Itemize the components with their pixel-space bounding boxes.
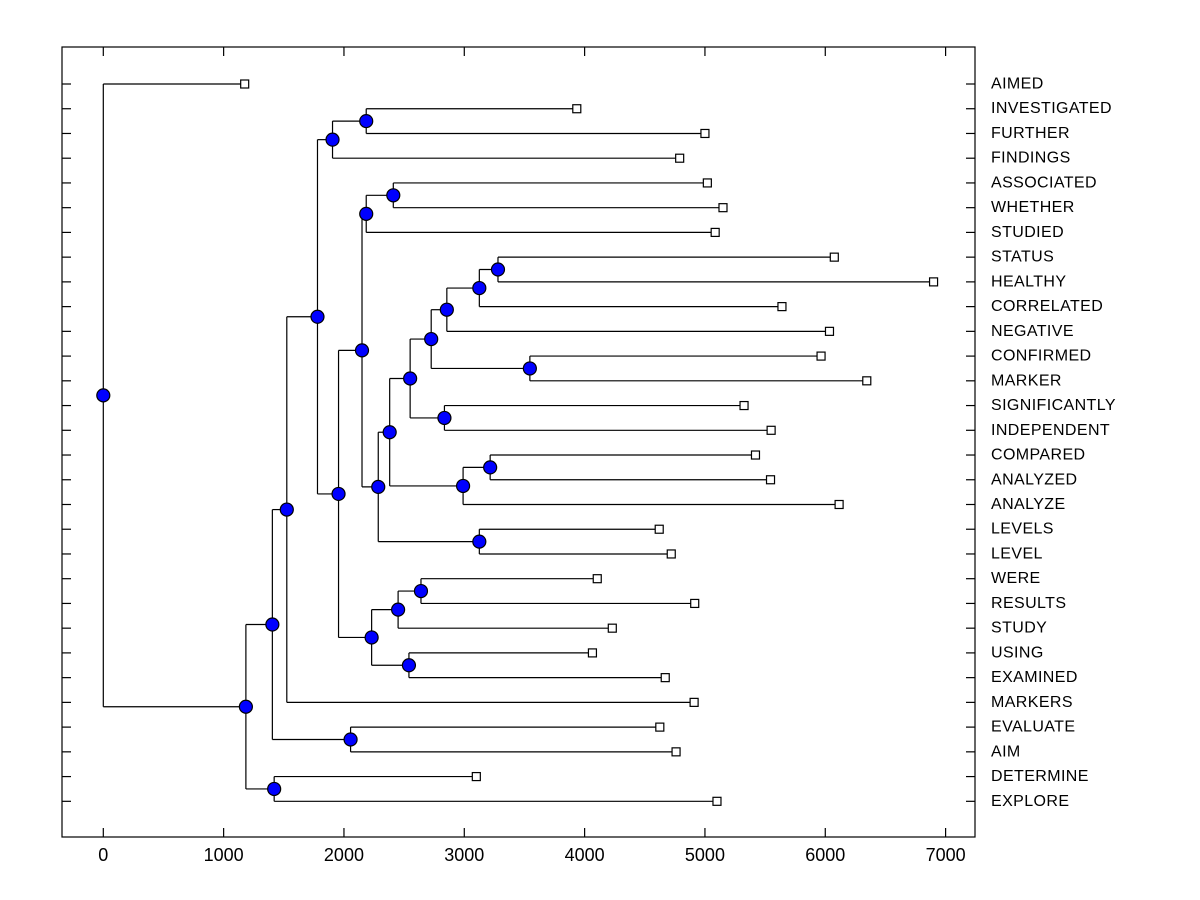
- leaf-label: WERE: [991, 570, 1041, 588]
- leaf-tip-marker: [472, 773, 480, 781]
- leaf-label: MARKER: [991, 372, 1062, 390]
- leaf-label: DETERMINE: [991, 768, 1089, 786]
- leaf-label: ANALYZE: [991, 495, 1066, 513]
- leaf-label: EXAMINED: [991, 669, 1078, 687]
- leaf-label: LEVELS: [991, 520, 1054, 538]
- plot-box: [62, 47, 975, 837]
- cluster-node-marker: [402, 659, 415, 672]
- leaf-tip-marker: [740, 402, 748, 410]
- leaf-label: ASSOCIATED: [991, 174, 1097, 192]
- leaf-tip-marker: [711, 228, 719, 236]
- leaf-label: AIMED: [991, 75, 1044, 93]
- leaf-label: WHETHER: [991, 199, 1075, 217]
- leaf-tip-marker: [690, 698, 698, 706]
- leaf-tip-marker: [767, 426, 775, 434]
- leaf-label: LEVEL: [991, 545, 1043, 563]
- leaf-label: HEALTHY: [991, 273, 1067, 291]
- leaf-label: FURTHER: [991, 124, 1070, 142]
- leaf-tip-marker: [767, 476, 775, 484]
- cluster-node-marker: [360, 207, 373, 220]
- leaf-label: SIGNIFICANTLY: [991, 397, 1116, 415]
- leaf-tip-marker: [713, 797, 721, 805]
- x-tick-label: 7000: [925, 845, 966, 865]
- cluster-node-marker: [280, 503, 293, 516]
- leaf-label: CONFIRMED: [991, 347, 1092, 365]
- cluster-node-marker: [383, 426, 396, 439]
- leaf-label: STUDIED: [991, 223, 1065, 241]
- cluster-node-marker: [440, 303, 453, 316]
- cluster-node-marker: [414, 585, 427, 598]
- x-tick-label: 5000: [684, 845, 725, 865]
- leaf-label: NEGATIVE: [991, 322, 1074, 340]
- cluster-node-marker: [457, 479, 470, 492]
- leaf-label: AIM: [991, 743, 1021, 761]
- leaf-tip-marker: [593, 575, 601, 583]
- cluster-node-marker: [332, 487, 345, 500]
- leaf-tip-marker: [656, 723, 664, 731]
- cluster-node-marker: [326, 133, 339, 146]
- leaf-label: STATUS: [991, 248, 1055, 266]
- leaf-label: RESULTS: [991, 594, 1067, 612]
- cluster-node-marker: [392, 603, 405, 616]
- x-tick-label: 4000: [564, 845, 605, 865]
- cluster-node-marker: [438, 411, 451, 424]
- leaf-tip-marker: [676, 154, 684, 162]
- cluster-node-marker: [387, 189, 400, 202]
- cluster-node-marker: [484, 461, 497, 474]
- leaf-tip-marker: [667, 550, 675, 558]
- x-tick-label: 3000: [444, 845, 485, 865]
- leaf-tip-marker: [588, 649, 596, 657]
- leaf-label: EVALUATE: [991, 718, 1076, 736]
- leaf-label: COMPARED: [991, 446, 1086, 464]
- cluster-node-marker: [425, 333, 438, 346]
- cluster-node-marker: [404, 372, 417, 385]
- cluster-node-marker: [473, 282, 486, 295]
- cluster-node-marker: [372, 480, 385, 493]
- cluster-node-marker: [311, 310, 324, 323]
- leaf-tip-marker: [835, 500, 843, 508]
- leaf-tip-marker: [863, 377, 871, 385]
- cluster-node-marker: [268, 782, 281, 795]
- cluster-node-marker: [365, 631, 378, 644]
- cluster-node-marker: [473, 535, 486, 548]
- leaf-label: EXPLORE: [991, 792, 1070, 810]
- x-tick-label: 2000: [323, 845, 364, 865]
- leaf-tip-marker: [830, 253, 838, 261]
- leaf-tip-marker: [241, 80, 249, 88]
- cluster-node-marker: [356, 344, 369, 357]
- cluster-node-marker: [239, 700, 252, 713]
- cluster-node-marker: [523, 362, 536, 375]
- leaf-label: INVESTIGATED: [991, 100, 1112, 118]
- leaf-label: USING: [991, 644, 1044, 662]
- leaf-tip-marker: [825, 327, 833, 335]
- x-tick-label: 0: [98, 845, 109, 865]
- x-tick-label: 1000: [203, 845, 244, 865]
- x-tick-label: 6000: [805, 845, 846, 865]
- leaf-tip-marker: [817, 352, 825, 360]
- leaf-label: MARKERS: [991, 693, 1073, 711]
- leaf-tip-marker: [778, 303, 786, 311]
- leaf-tip-marker: [661, 674, 669, 682]
- cluster-node-marker: [97, 389, 110, 402]
- leaf-tip-marker: [608, 624, 616, 632]
- leaf-tip-marker: [703, 179, 711, 187]
- cluster-node-marker: [344, 733, 357, 746]
- leaf-tip-marker: [672, 748, 680, 756]
- cluster-node-marker: [491, 263, 504, 276]
- leaf-tip-marker: [573, 105, 581, 113]
- leaf-label: ANALYZED: [991, 471, 1078, 489]
- leaf-tip-marker: [655, 525, 663, 533]
- leaf-label: CORRELATED: [991, 298, 1104, 316]
- leaf-tip-marker: [719, 204, 727, 212]
- leaf-tip-marker: [701, 129, 709, 137]
- cluster-node-marker: [266, 618, 279, 631]
- cluster-node-marker: [360, 115, 373, 128]
- leaf-label: STUDY: [991, 619, 1048, 637]
- leaf-tip-marker: [751, 451, 759, 459]
- leaf-label: FINDINGS: [991, 149, 1071, 167]
- leaf-tip-marker: [930, 278, 938, 286]
- leaf-tip-marker: [691, 599, 699, 607]
- leaf-label: INDEPENDENT: [991, 421, 1111, 439]
